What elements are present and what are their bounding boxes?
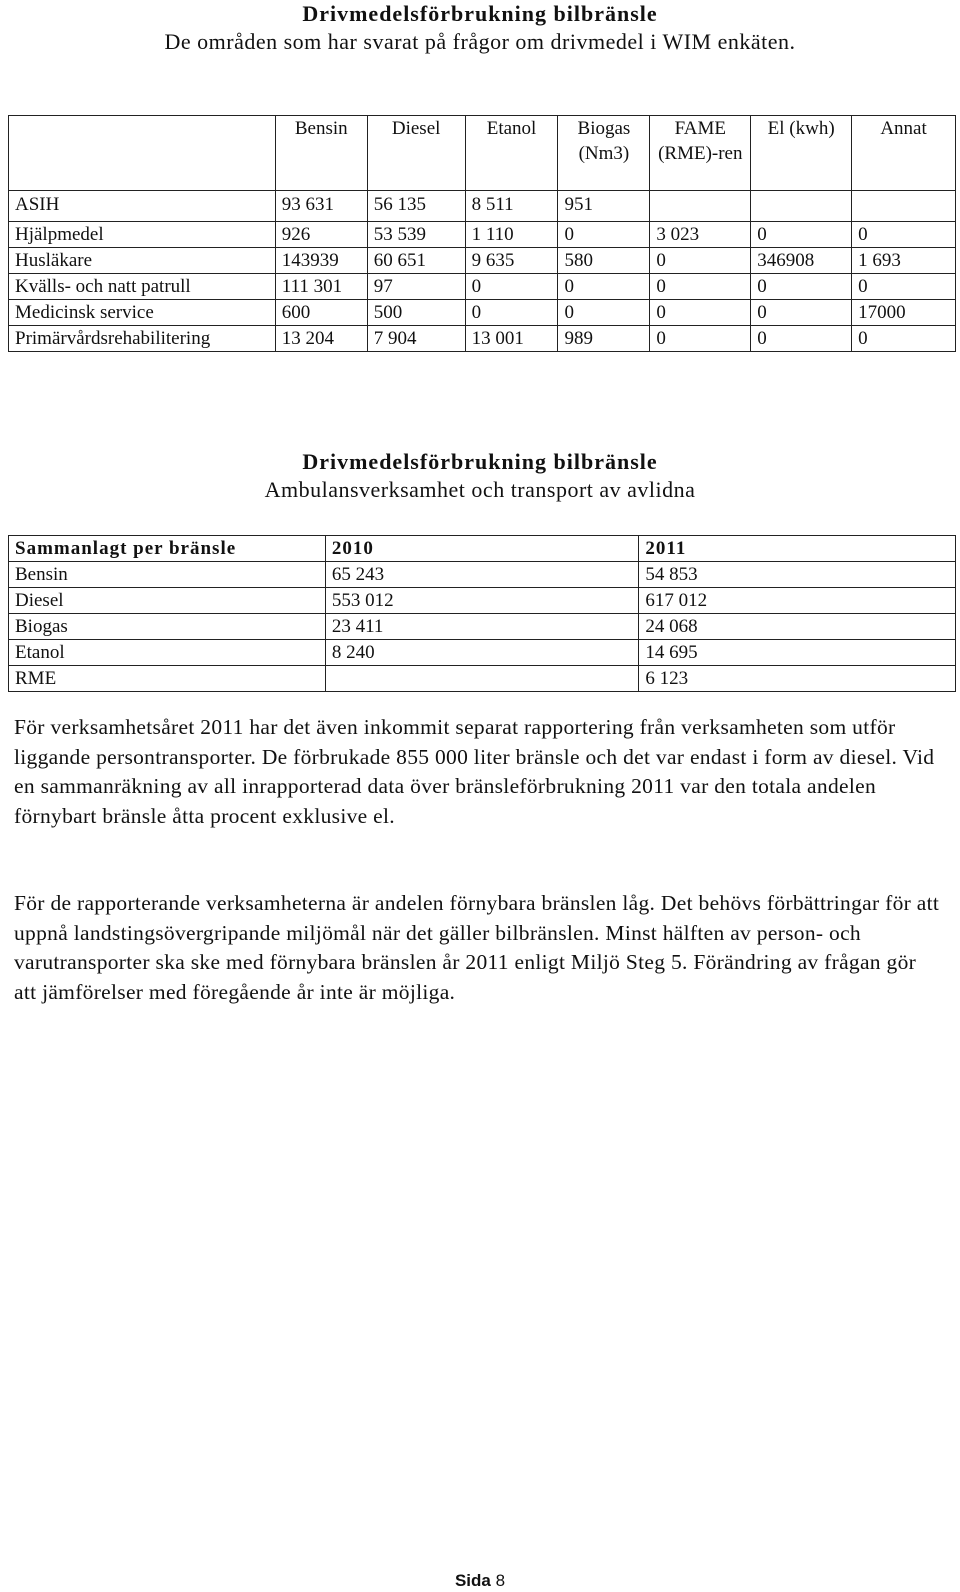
table-cell xyxy=(650,191,751,222)
section2-subtitle: Ambulansverksamhet och transport av avlidna xyxy=(264,477,696,502)
table-cell: 0 xyxy=(852,274,956,300)
header-cell: Sammanlagt per bränsle xyxy=(9,536,326,562)
paragraph-2: För de rapporterande verksamheterna är andelen förnybara bränslen låg. Det behövs förbättringar för att uppnå landstingsövergripande miljömål när det gäller bilbränslen. Minst hälften av person- och varutransporter ska ske med förnybara bränslen år 2011 enligt Miljö Steg 5. Förändring av frågan gör att jämförelser med föregående år inte är möjliga. xyxy=(14,891,940,1004)
table-cell: 6 123 xyxy=(639,666,956,692)
table-cell: 13 204 xyxy=(275,326,367,352)
table-cell: 9 635 xyxy=(465,248,558,274)
table-cell xyxy=(325,666,639,692)
table-cell: 0 xyxy=(465,274,558,300)
row-label: Bensin xyxy=(9,562,326,588)
row-label: RME xyxy=(9,666,326,692)
header-cell: 2010 xyxy=(325,536,639,562)
page-number: 8 xyxy=(495,1571,506,1590)
table-cell: 1 110 xyxy=(465,222,558,248)
table-row xyxy=(9,300,956,326)
table-cell: 0 xyxy=(751,300,852,326)
table-cell xyxy=(852,191,956,222)
table-cell: 926 xyxy=(275,222,367,248)
page-label: Sida xyxy=(454,1571,491,1590)
table-row xyxy=(9,191,956,222)
ambulance-fuel-table xyxy=(8,535,956,692)
table-cell: 0 xyxy=(558,300,650,326)
table-cell: 56 135 xyxy=(367,191,465,222)
section1-heading xyxy=(0,0,960,56)
header-cell: Bensin xyxy=(275,116,367,191)
table-row xyxy=(9,614,956,640)
table-cell: 0 xyxy=(650,326,751,352)
table-cell: 0 xyxy=(852,222,956,248)
row-label: Biogas xyxy=(9,614,326,640)
table-row xyxy=(9,274,956,300)
table-cell: 989 xyxy=(558,326,650,352)
row-label: Diesel xyxy=(9,588,326,614)
table-cell: 13 001 xyxy=(465,326,558,352)
table-cell: 346908 xyxy=(751,248,852,274)
table-row xyxy=(9,666,956,692)
table-cell: 65 243 xyxy=(325,562,639,588)
section2-title: Drivmedelsförbrukning bilbränsle xyxy=(302,449,658,474)
table-row xyxy=(9,248,956,274)
table-cell: 500 xyxy=(367,300,465,326)
row-label: Primärvårdsrehabilitering xyxy=(9,326,276,352)
table-cell: 143939 xyxy=(275,248,367,274)
row-label: ASIH xyxy=(9,191,276,222)
table-row xyxy=(9,562,956,588)
table-header-row xyxy=(9,536,956,562)
paragraph-1: För verksamhetsåret 2011 har det även inkommit separat rapportering från verksamheten som utför liggande persontransporter. De förbrukade 855 000 liter bränsle och det var endast i form av diesel. Vid en sammanräkning av all inrapporterad data över bränsleförbrukning 2011 var den totala andelen förnybart bränsle åtta procent exklusive el. xyxy=(14,715,935,828)
table-cell: 617 012 xyxy=(639,588,956,614)
table-header-row xyxy=(9,116,956,191)
table-row xyxy=(9,222,956,248)
table-row xyxy=(9,588,956,614)
table-cell: 93 631 xyxy=(275,191,367,222)
section1-title: Drivmedelsförbrukning bilbränsle xyxy=(302,1,658,26)
table-cell: 600 xyxy=(275,300,367,326)
table-cell: 60 651 xyxy=(367,248,465,274)
table-cell: 53 539 xyxy=(367,222,465,248)
table-cell: 14 695 xyxy=(639,640,956,666)
table-cell xyxy=(751,191,852,222)
table-cell: 3 023 xyxy=(650,222,751,248)
table-cell: 0 xyxy=(465,300,558,326)
table-cell: 580 xyxy=(558,248,650,274)
row-label: Husläkare xyxy=(9,248,276,274)
table-cell: 8 511 xyxy=(465,191,558,222)
table-cell: 17000 xyxy=(852,300,956,326)
row-label: Medicinsk service xyxy=(9,300,276,326)
table-cell: 97 xyxy=(367,274,465,300)
table-cell: 54 853 xyxy=(639,562,956,588)
table-cell: 0 xyxy=(751,326,852,352)
header-cell: FAME (RME)-ren xyxy=(650,116,751,191)
table-cell: 951 xyxy=(558,191,650,222)
row-label: Kvälls- och natt patrull xyxy=(9,274,276,300)
header-cell: Etanol xyxy=(465,116,558,191)
table-cell: 0 xyxy=(751,274,852,300)
row-label: Hjälpmedel xyxy=(9,222,276,248)
table-cell: 553 012 xyxy=(325,588,639,614)
page-footer xyxy=(0,1571,960,1591)
table-row xyxy=(9,326,956,352)
header-cell xyxy=(9,116,276,191)
table-cell: 8 240 xyxy=(325,640,639,666)
table-cell: 0 xyxy=(852,326,956,352)
table-cell: 0 xyxy=(751,222,852,248)
table-cell: 0 xyxy=(650,274,751,300)
header-cell: Biogas (Nm3) xyxy=(558,116,650,191)
row-label: Etanol xyxy=(9,640,326,666)
fuel-by-area-table xyxy=(8,115,956,352)
table-cell: 7 904 xyxy=(367,326,465,352)
table-cell: 0 xyxy=(558,222,650,248)
table-cell: 0 xyxy=(650,248,751,274)
header-cell: El (kwh) xyxy=(751,116,852,191)
table-row xyxy=(9,640,956,666)
table-cell: 0 xyxy=(558,274,650,300)
section1-subtitle: De områden som har svarat på frågor om drivmedel i WIM enkäten. xyxy=(164,29,796,54)
section2-heading xyxy=(0,448,960,504)
table-cell: 0 xyxy=(650,300,751,326)
table-cell: 111 301 xyxy=(275,274,367,300)
table-cell: 24 068 xyxy=(639,614,956,640)
header-cell: 2011 xyxy=(639,536,956,562)
header-cell: Annat xyxy=(852,116,956,191)
table-cell: 1 693 xyxy=(852,248,956,274)
table-cell: 23 411 xyxy=(325,614,639,640)
header-cell: Diesel xyxy=(367,116,465,191)
